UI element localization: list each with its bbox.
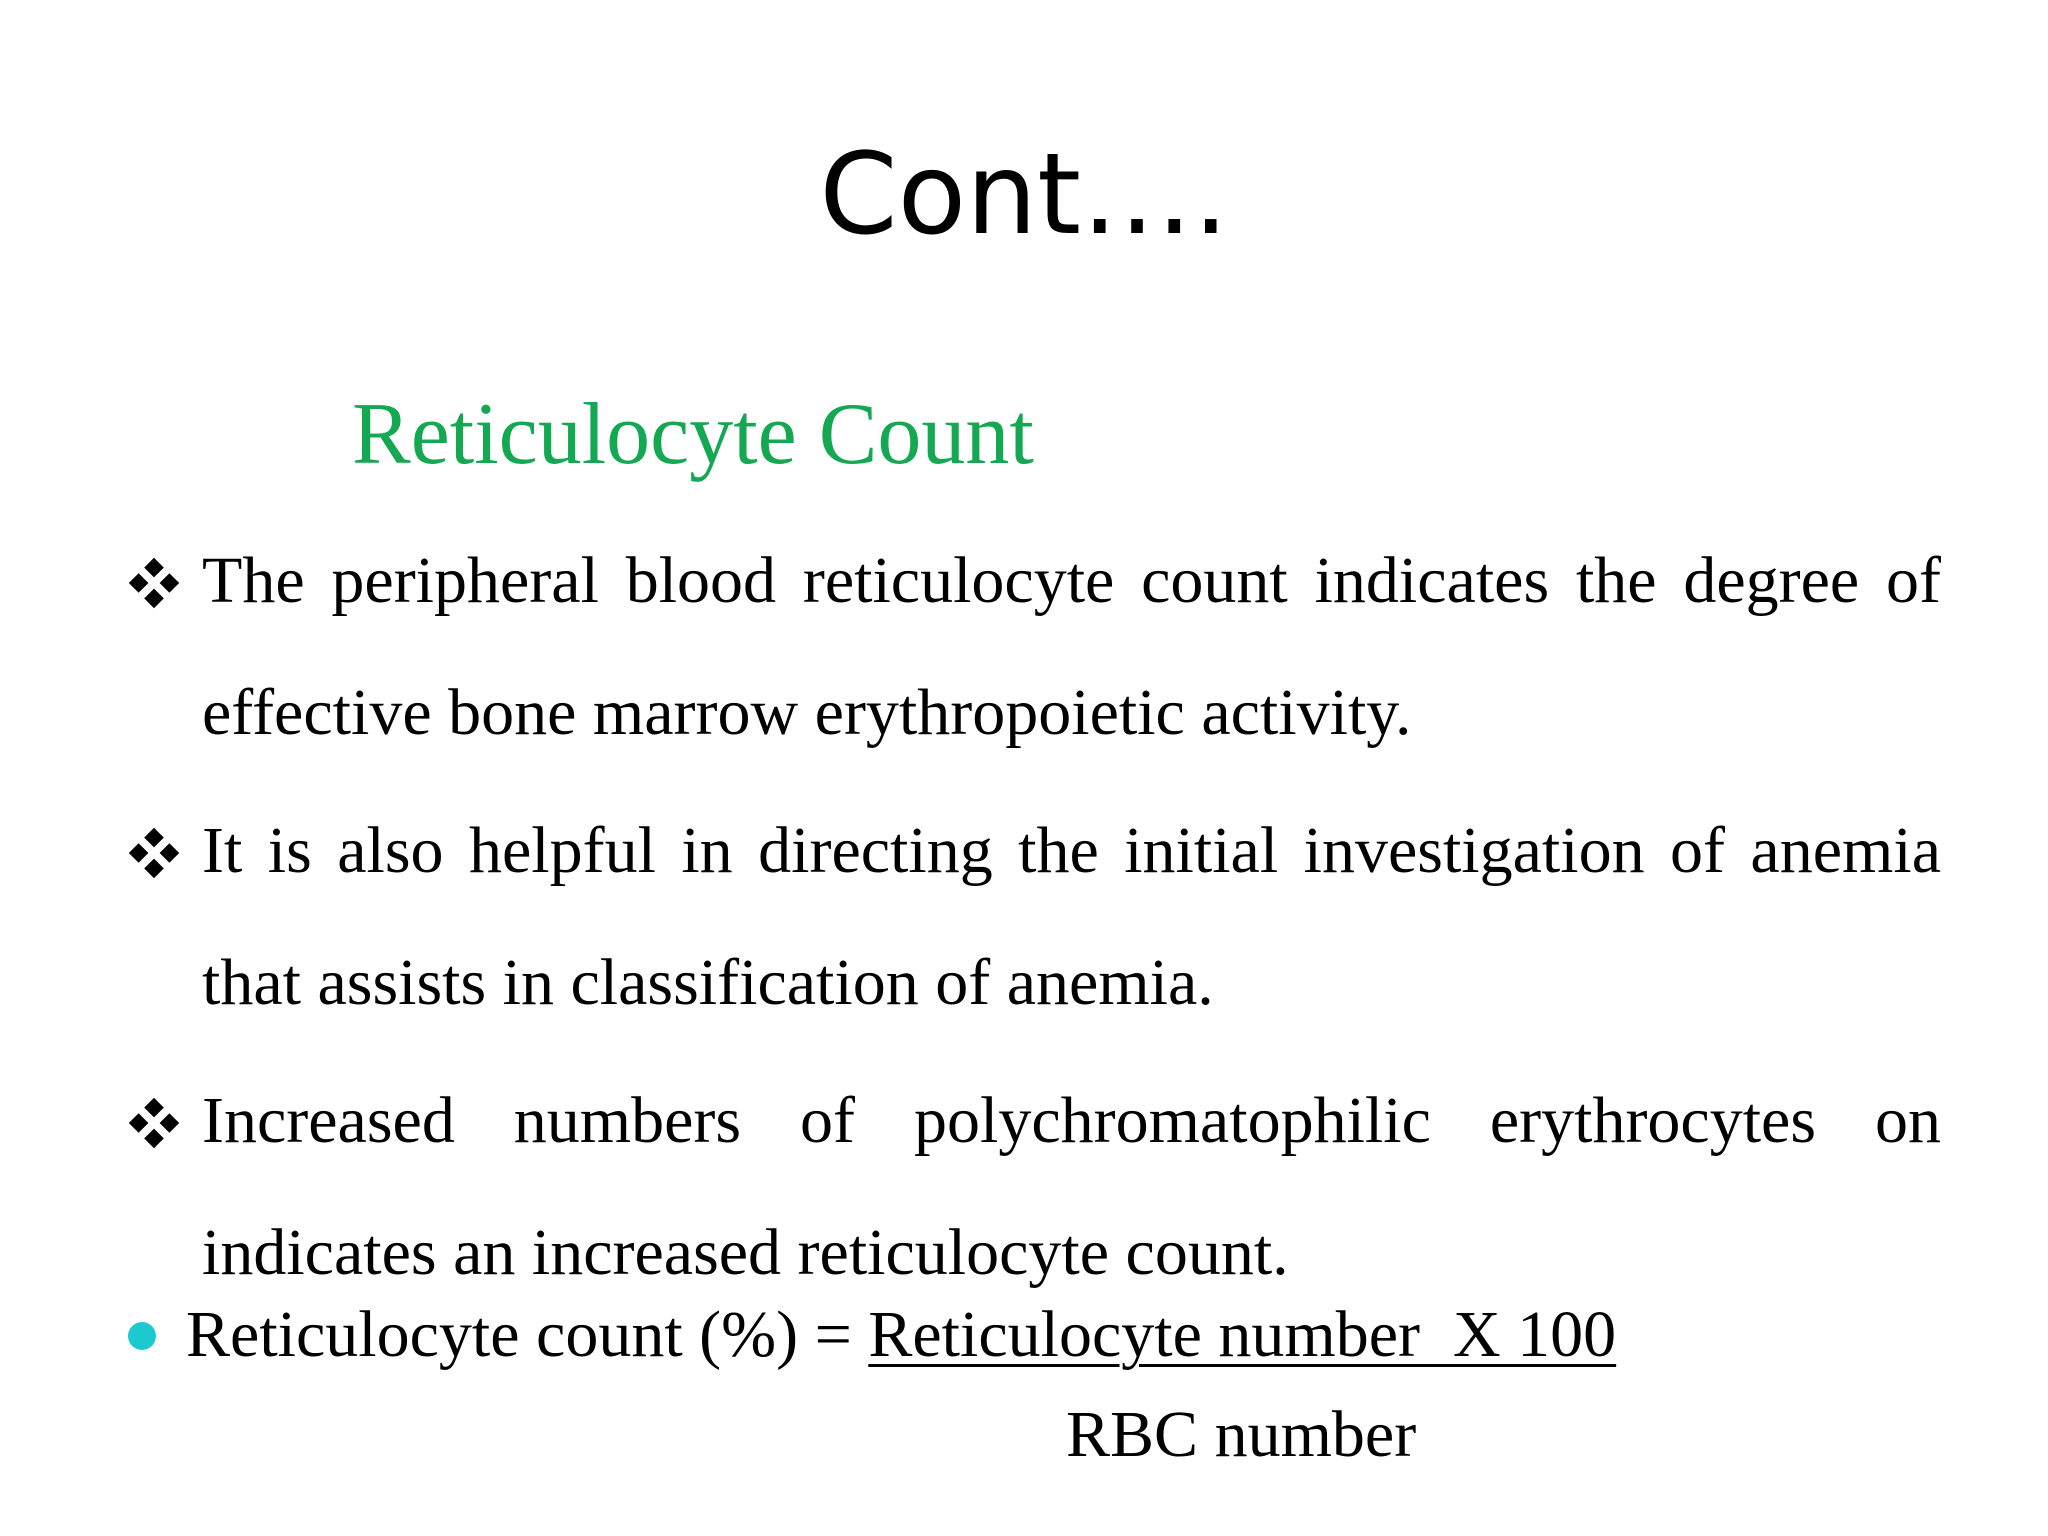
slide-title: Cont…. <box>819 130 1229 260</box>
formula-numerator: Reticulocyte number X 100 <box>868 1298 1617 1371</box>
bullet-item <box>126 515 1941 779</box>
bullet-text: It is also helpful in directing the initial investigation of anemia that assists in classification of anemia. <box>202 814 1941 1019</box>
four-diamond-bullet-icon <box>126 1095 182 1151</box>
bullet-item <box>126 785 1941 1049</box>
bullet-item <box>126 1055 1941 1319</box>
bullet-text: Increased numbers of polychromatophilic erythrocytes on indicates an increased reticulocyte count. <box>202 1084 1941 1289</box>
formula-lhs: Reticulocyte count (%) = <box>186 1298 869 1371</box>
four-diamond-bullet-icon <box>126 825 182 881</box>
bullet-text: The peripheral blood reticulocyte count indicates the degree of effective bone marrow erythropoietic activity. <box>202 544 1941 749</box>
bullet-list <box>126 515 1941 1319</box>
slide-subtitle: Reticulocyte Count <box>352 386 1034 483</box>
round-dot-bullet-icon <box>128 1322 156 1350</box>
four-diamond-bullet-icon <box>126 555 182 611</box>
formula-denominator: RBC number <box>1066 1398 1417 1471</box>
formula <box>186 1290 1616 1380</box>
